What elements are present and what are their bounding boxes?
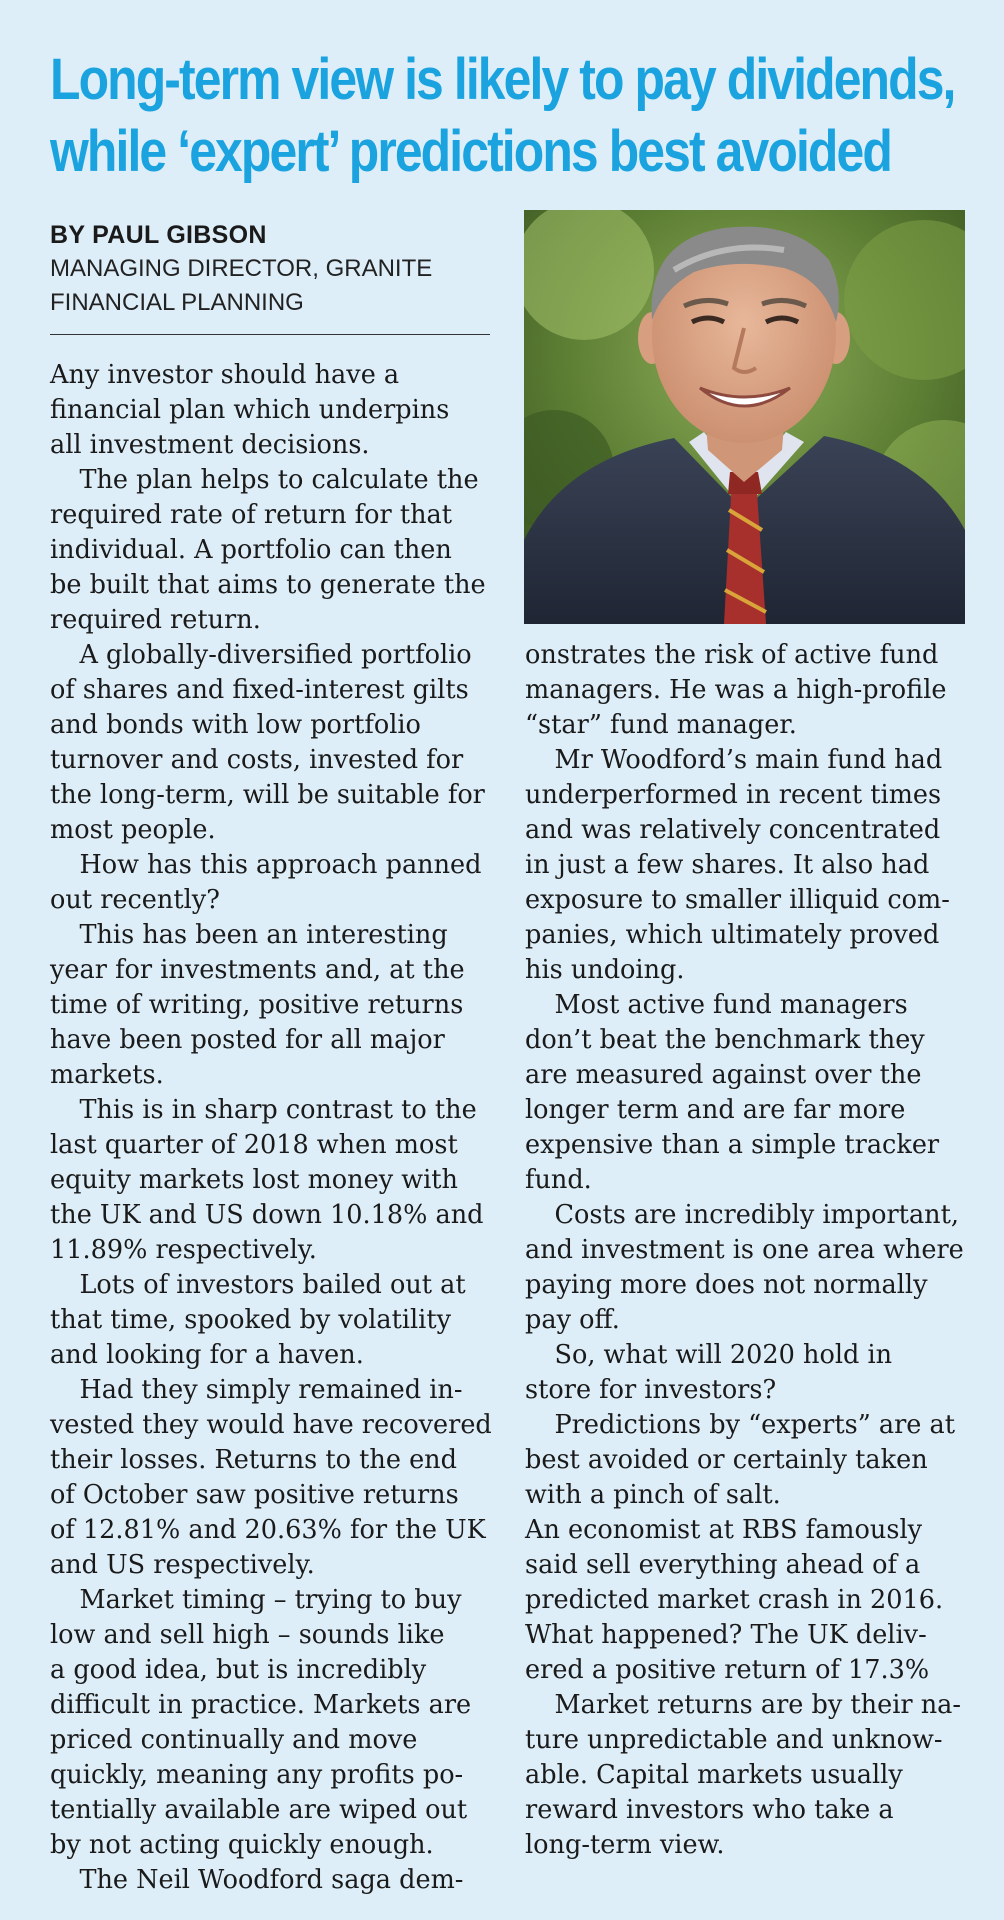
body-line: required rate of return for that: [50, 500, 453, 530]
author-portrait-image: [524, 210, 965, 624]
body-line: and looking for a haven.: [50, 1340, 364, 1370]
body-line: pay off.: [525, 1305, 620, 1335]
body-line: This has been an interesting: [79, 920, 448, 950]
body-line: individual. A portfolio can then: [50, 535, 452, 565]
body-line: exposure to smaller illiquid com-: [525, 885, 950, 915]
body-line: of October saw positive returns: [50, 1480, 459, 1510]
body-line: that time, spooked by volatility: [50, 1305, 452, 1335]
body-line: priced continually and move: [50, 1725, 418, 1755]
body-line: panies, which ultimately proved: [525, 920, 940, 950]
body-line: How has this approach panned: [79, 850, 482, 880]
body-line: quickly, meaning any profits po-: [50, 1760, 464, 1790]
body-line: longer term and are far more: [525, 1095, 906, 1125]
body-line: the long-term, will be suitable for: [50, 780, 485, 810]
body-line: able. Capital markets usually: [525, 1760, 903, 1790]
body-line: don’t beat the benchmark they: [525, 1025, 925, 1055]
body-line: Mr Woodford’s main fund had: [554, 745, 943, 775]
author-role-line-2: FINANCIAL PLANNING: [50, 289, 304, 316]
body-line: An economist at RBS famously: [525, 1515, 923, 1545]
body-line: his undoing.: [525, 955, 685, 985]
body-line: paying more does not normally: [525, 1270, 928, 1300]
body-line: and US respectively.: [50, 1550, 315, 1580]
byline-divider: [50, 334, 490, 335]
body-line: So, what will 2020 hold in: [554, 1340, 893, 1370]
headline-line-1: Long-term view is likely to pay dividends,: [50, 47, 955, 112]
body-line: best avoided or certainly taken: [525, 1445, 928, 1475]
body-line: have been posted for all major: [50, 1025, 445, 1055]
body-line: store for investors?: [525, 1375, 777, 1405]
author-name: BY PAUL GIBSON: [50, 221, 267, 249]
body-line: said sell everything ahead of a: [525, 1550, 921, 1580]
body-line: tentially available are wiped out: [50, 1795, 468, 1825]
body-line: 11.89% respectively.: [50, 1235, 317, 1265]
body-line: most people.: [50, 815, 216, 845]
body-line: by not acting quickly enough.: [50, 1830, 434, 1860]
body-line: of shares and fixed-interest gilts: [50, 675, 469, 705]
body-line: This is in sharp contrast to the: [79, 1095, 477, 1125]
body-line: difficult in practice. Markets are: [50, 1690, 472, 1720]
body-line: markets.: [50, 1060, 164, 1090]
body-line: Had they simply remained in-: [79, 1375, 463, 1405]
body-line: with a pinch of salt.: [525, 1480, 781, 1510]
body-line: financial plan which underpins: [50, 395, 450, 425]
body-line: The Neil Woodford saga dem-: [79, 1865, 464, 1895]
body-line: underperformed in recent times: [525, 780, 942, 810]
body-line: managers. He was a high-profile: [525, 675, 947, 705]
body-line: their losses. Returns to the end: [50, 1445, 457, 1475]
body-line: time of writing, positive returns: [50, 990, 464, 1020]
body-line: fund.: [525, 1165, 592, 1195]
body-line: turnover and costs, invested for: [50, 745, 464, 775]
body-line: the UK and US down 10.18% and: [50, 1200, 484, 1230]
article-column-left: [50, 358, 500, 1898]
body-line: year for investments and, at the: [50, 955, 465, 985]
body-line: Market returns are by their na-: [554, 1690, 962, 1720]
body-line: vested they would have recovered: [50, 1410, 492, 1440]
body-line: low and sell high – sounds like: [50, 1620, 445, 1650]
body-line: “star” fund manager.: [525, 710, 797, 740]
body-line: A globally-diversified portfolio: [79, 640, 472, 670]
byline: [50, 218, 490, 320]
body-line: Any investor should have a: [50, 360, 400, 390]
body-line: be built that aims to generate the: [50, 570, 486, 600]
body-line: all investment decisions.: [50, 430, 370, 460]
body-line: out recently?: [50, 885, 220, 915]
author-photo: [524, 210, 965, 624]
body-line: ture unpredictable and unknow-: [525, 1725, 943, 1755]
body-line: expensive than a simple tracker: [525, 1130, 940, 1160]
body-line: predicted market crash in 2016.: [525, 1585, 944, 1615]
body-line: and bonds with low portfolio: [50, 710, 421, 740]
body-line: ered a positive return of 17.3%: [525, 1655, 930, 1685]
body-line: equity markets lost money with: [50, 1165, 458, 1195]
headline-line-2: while ‘expert’ predictions best avoided: [50, 119, 891, 184]
body-line: and was relatively concentrated: [525, 815, 941, 845]
body-line: reward investors who take a: [525, 1795, 894, 1825]
body-line: last quarter of 2018 when most: [50, 1130, 458, 1160]
body-line: of 12.81% and 20.63% for the UK: [50, 1515, 486, 1545]
body-line: in just a few shares. It also had: [525, 850, 930, 880]
author-role-line-1: MANAGING DIRECTOR, GRANITE: [50, 255, 433, 282]
body-line: What happened? The UK deliv-: [525, 1620, 927, 1650]
body-line: Costs are incredibly important,: [554, 1200, 959, 1230]
headline: [50, 44, 955, 188]
body-line: Predictions by “experts” are at: [554, 1410, 955, 1440]
body-line: required return.: [50, 605, 261, 635]
body-line: are measured against over the: [525, 1060, 922, 1090]
body-line: onstrates the risk of active fund: [525, 640, 939, 670]
article-column-right: [525, 638, 975, 1863]
body-line: and investment is one area where: [525, 1235, 964, 1265]
body-line: Market timing – trying to buy: [79, 1585, 462, 1615]
body-line: Most active fund managers: [554, 990, 908, 1020]
body-line: The plan helps to calculate the: [79, 465, 479, 495]
body-line: long-term view.: [525, 1830, 725, 1860]
body-line: a good idea, but is incredibly: [50, 1655, 427, 1685]
body-line: Lots of investors bailed out at: [79, 1270, 466, 1300]
